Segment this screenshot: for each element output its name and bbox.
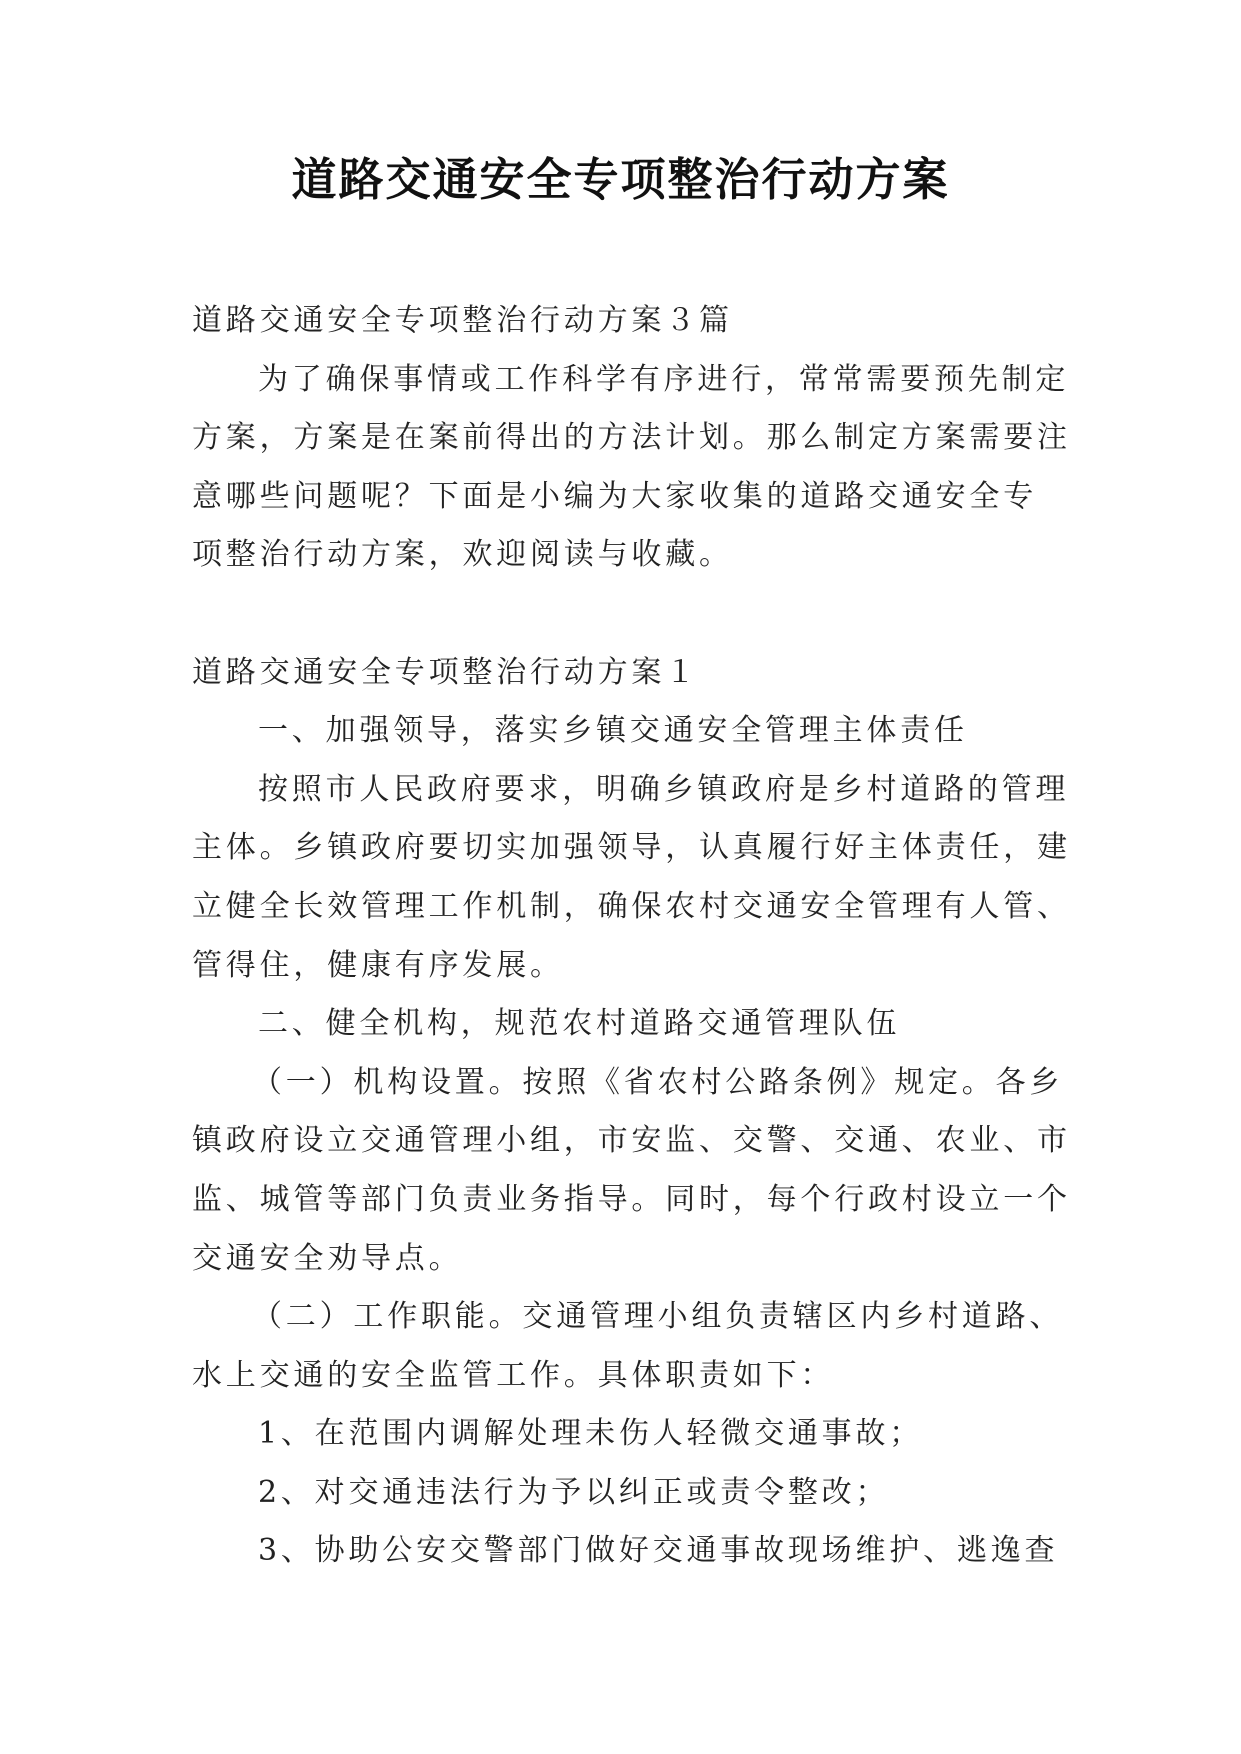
paragraph-line: 监、城管等部门负责业务指导。同时，每个行政村设立一个 xyxy=(192,1181,1071,1217)
intro-heading: 道路交通安全专项整治行动方案３篇 xyxy=(192,303,733,338)
paragraph-line: （二）工作职能。交通管理小组负责辖区内乡村道路、 xyxy=(252,1299,1064,1335)
paragraph-line: 为了确保事情或工作科学有序进行，常常需要预先制定 xyxy=(258,361,1070,397)
paragraph-line: 主体。乡镇政府要切实加强领导，认真履行好主体责任，建 xyxy=(192,830,1071,866)
subsection-heading: 二、健全机构，规范农村道路交通管理队伍 xyxy=(258,1006,901,1042)
paragraph-line: 水上交通的安全监管工作。具体职责如下： xyxy=(192,1357,835,1393)
paragraph-line: 意哪些问题呢？下面是小编为大家收集的道路交通安全专 xyxy=(192,478,1037,514)
paragraph-line: 按照市人民政府要求，明确乡镇政府是乡村道路的管理 xyxy=(258,771,1070,807)
paragraph-line: （一）机构设置。按照《省农村公路条例》规定。各乡 xyxy=(252,1064,1064,1100)
document-title: 道路交通安全专项整治行动方案 xyxy=(291,153,950,206)
paragraph-line: 交通安全劝导点。 xyxy=(192,1240,463,1276)
list-item: 3、协助公安交警部门做好交通事故现场维护、逃逸查 xyxy=(258,1533,1059,1569)
paragraph-line: 立健全长效管理工作机制，确保农村交通安全管理有人管、 xyxy=(192,888,1071,924)
list-item: 1、在范围内调解处理未伤人轻微交通事故； xyxy=(258,1416,924,1452)
paragraph-line: 管得住，健康有序发展。 xyxy=(192,947,564,983)
document-body xyxy=(192,292,1072,1581)
list-item: 2、对交通违法行为予以纠正或责令整改； xyxy=(258,1474,890,1510)
paragraph-gap xyxy=(192,585,1072,644)
section-heading: 道路交通安全专项整治行动方案１ xyxy=(192,654,699,690)
subsection-heading: 一、加强领导，落实乡镇交通安全管理主体责任 xyxy=(258,713,968,749)
paragraph-line: 项整治行动方案，欢迎阅读与收藏。 xyxy=(192,537,733,573)
paragraph-line: 镇政府设立交通管理小组，市安监、交警、交通、农业、市 xyxy=(192,1123,1071,1159)
paragraph-line: 方案，方案是在案前得出的方法计划。那么制定方案需要注 xyxy=(192,420,1071,456)
